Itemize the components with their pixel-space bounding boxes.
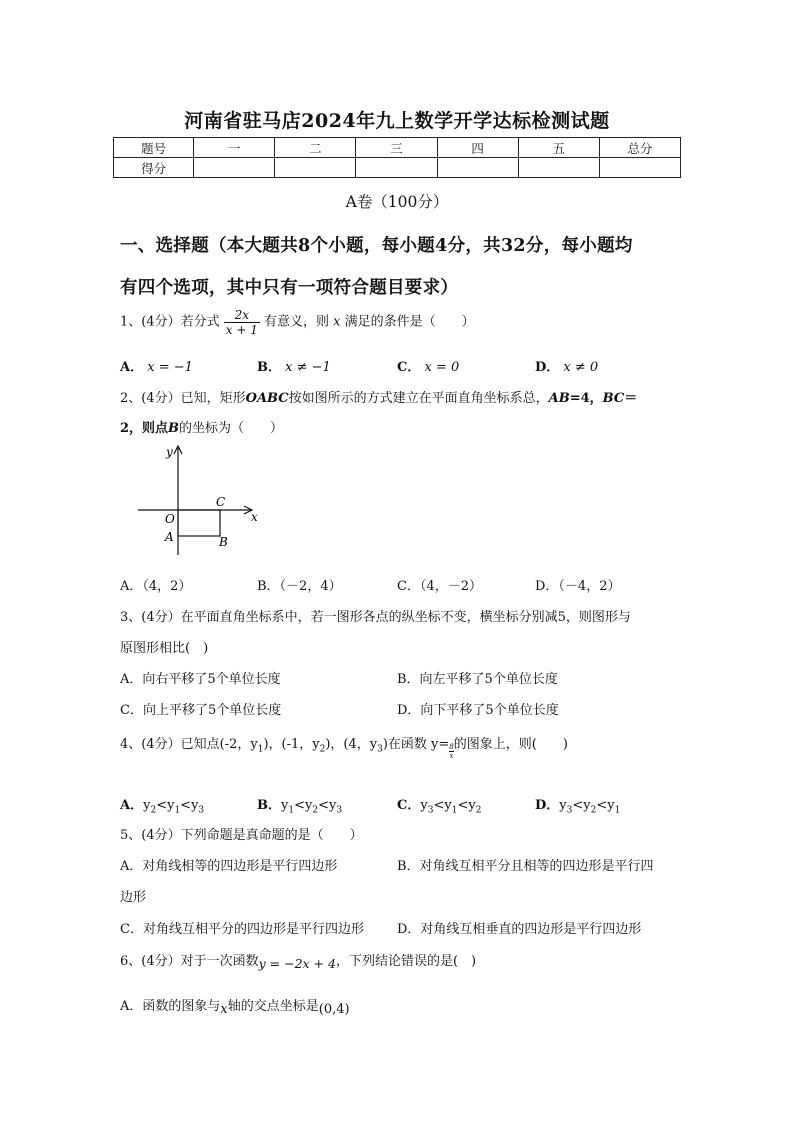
q4-option-c[interactable] [397, 794, 481, 816]
score-header-cell: 五 [518, 138, 599, 158]
option-sub: 2 [312, 805, 319, 816]
q2-rect-name: OABC [245, 391, 289, 406]
option-text: x ≠ −1 [285, 360, 331, 375]
option-text: y [281, 798, 289, 813]
q2-text: =4， [569, 391, 603, 406]
score-header-cell: 四 [437, 138, 518, 158]
q2-option-a[interactable]: A．（4，2） [120, 579, 192, 594]
q4-sub: 2 [319, 744, 326, 755]
q2-point-b: B [168, 421, 180, 436]
option-sub: 3 [336, 805, 343, 816]
option-text: x = −1 [147, 360, 193, 375]
option-var: x [220, 1002, 228, 1017]
score-header-cell: 三 [356, 138, 437, 158]
q2-option-d[interactable]: D．（－4，2） [535, 579, 621, 594]
score-header-cell: 二 [275, 138, 356, 158]
document-title: 河南省驻马店2024年九上数学开学达标检测试题 [184, 110, 610, 132]
score-cell[interactable] [599, 158, 680, 178]
q2-ab: AB [548, 391, 570, 406]
option-text: y [559, 798, 567, 813]
option-text: <y [572, 798, 591, 813]
q5-option-d[interactable]: D．对角线互相垂直的四边形是平行四边形 [397, 922, 642, 937]
score-table [113, 137, 681, 178]
q1-option-a[interactable] [120, 356, 193, 375]
question-6-stem [120, 950, 476, 969]
q4-sub: 1 [257, 744, 264, 755]
q4-sub: 3 [377, 744, 383, 755]
question-3-stem-line1: 3、(4分）在平面直角坐标系中，若一图形各点的纵坐标不变，横坐标分别减5，则图形与 [120, 610, 631, 625]
option-text: <y [318, 798, 337, 813]
q6-function: y = −2x + 4 [258, 956, 336, 971]
q2-text: 2、(4分）已知，矩形 [120, 391, 246, 406]
q6-option-a[interactable] [120, 995, 350, 1017]
option-text: <y [156, 798, 175, 813]
score-cell[interactable] [437, 158, 518, 178]
q2-option-b[interactable]: B．（－2，4） [257, 579, 342, 594]
option-sub: 2 [475, 805, 482, 816]
label-a: A [165, 530, 174, 544]
q3-option-c[interactable]: C．向上平移了5个单位长度 [120, 703, 282, 718]
option-sub: 2 [150, 805, 157, 816]
option-sub: 3 [198, 805, 205, 816]
score-cell[interactable] [275, 158, 356, 178]
q1-option-c[interactable] [397, 356, 459, 375]
option-text: <y [180, 798, 199, 813]
q3-option-b[interactable]: B．向左平移了5个单位长度 [397, 672, 558, 687]
score-header-cell: 总分 [599, 138, 680, 158]
q2-coordinate-figure [130, 440, 270, 565]
option-label: B． [257, 798, 281, 813]
option-label: C． [397, 798, 421, 813]
q4-option-b[interactable] [257, 794, 342, 816]
option-label: C． [397, 360, 421, 375]
score-cell[interactable] [356, 158, 437, 178]
option-sub: 3 [566, 805, 573, 816]
option-label: B． [257, 360, 281, 375]
part1-heading-line1: 一、选择题（本大题共8个小题，每小题4分，共32分，每小题均 [120, 236, 633, 256]
q2-option-c[interactable]: C．（4，－2） [397, 579, 482, 594]
q1-fraction [224, 308, 260, 337]
q2-bc: BC [602, 391, 625, 406]
q1-frac-den: x + 1 [225, 323, 258, 337]
q1-prefix: 1、(4分）若分式 [120, 314, 220, 330]
question-5-stem: 5、(4分）下列命题是真命题的是（ ） [120, 828, 363, 843]
option-sub: 1 [451, 805, 458, 816]
section-a-heading: A卷（100分） [345, 193, 449, 211]
q6-text: 6、(4分）对于一次函数 [120, 954, 259, 969]
option-label: A． [120, 360, 144, 375]
option-point: (0,4) [318, 1002, 350, 1017]
q3-option-d[interactable]: D．向下平移了5个单位长度 [397, 703, 559, 718]
question-3-stem-line2: 原图形相比( ) [120, 641, 209, 656]
q1-frac-num: 2x [224, 308, 260, 323]
q5-option-b[interactable]: B．对角线互相平分且相等的四边形是平行四 [397, 859, 654, 874]
q5-option-a[interactable]: A．对角线相等的四边形是平行四边形 [120, 859, 338, 874]
q4-text: 4、(4分）已知点(-2，y [120, 737, 258, 752]
q4-frac-num: 8 [449, 743, 454, 751]
option-text: y [143, 798, 151, 813]
option-text: 轴的交点坐标是 [227, 999, 319, 1014]
option-label: D． [535, 798, 560, 813]
option-sub: 1 [288, 805, 295, 816]
question-4-stem [120, 733, 568, 760]
score-header-cell: 题号 [114, 138, 194, 158]
q6-text: ，下列结论错误的是( ) [335, 954, 477, 969]
q1-option-b[interactable] [257, 356, 331, 375]
q4-text: )，(4，y [325, 737, 378, 752]
q1-suffix: 满足的条件是（ ） [344, 314, 475, 330]
q5-option-b-continued: 边形 [120, 890, 147, 905]
rectangle-oabc [178, 510, 220, 536]
option-sub: 3 [427, 805, 434, 816]
option-sub: 1 [174, 805, 181, 816]
label-c: C [216, 495, 226, 509]
option-text: <y [596, 798, 615, 813]
q4-text: 的图象上，则( ) [453, 737, 568, 752]
score-table-header-row [114, 138, 681, 158]
option-label: D． [535, 360, 560, 375]
part1-heading-line2: 有四个选项，其中只有一项符合题目要求） [120, 278, 459, 298]
option-text: A．函数的图象与 [120, 999, 221, 1014]
question-1-stem [120, 308, 475, 337]
q4-option-d[interactable] [535, 794, 620, 816]
option-text: x = 0 [424, 360, 460, 375]
score-cell[interactable] [518, 158, 599, 178]
option-text: x ≠ 0 [563, 360, 599, 375]
q1-mid: 有意义，则 [264, 314, 330, 330]
q4-option-a[interactable] [120, 794, 204, 816]
q4-text: )在函数 y= [382, 737, 450, 752]
score-header-cell: 一 [194, 138, 275, 158]
option-text: <y [433, 798, 452, 813]
option-sub: 2 [590, 805, 597, 816]
score-table-score-row [114, 158, 681, 178]
q1-var: x [333, 314, 341, 330]
label-b: B [219, 535, 228, 549]
q5-option-c[interactable]: C．对角线互相平分的四边形是平行四边形 [120, 922, 364, 937]
q2-text: 按如图所示的方式建立在平面直角坐标系总， [288, 391, 549, 406]
option-text: y [420, 798, 428, 813]
question-2-stem-line1 [120, 387, 637, 406]
option-text: <y [294, 798, 313, 813]
q2-text: ＝ [624, 391, 638, 406]
label-o: O [165, 512, 175, 526]
q4-frac-den: x [449, 752, 454, 760]
option-label: A． [120, 798, 144, 813]
label-y: y [166, 445, 173, 459]
score-row-label: 得分 [114, 158, 194, 178]
q1-option-d[interactable] [535, 356, 598, 375]
question-2-stem-line2 [120, 417, 283, 436]
q3-option-a[interactable]: A．向右平移了5个单位长度 [120, 672, 281, 687]
option-sub: 1 [614, 805, 621, 816]
q2-text: 的坐标为（ ） [179, 421, 284, 436]
label-x: x [251, 510, 258, 524]
q2-text: 2，则点 [120, 421, 169, 436]
option-text: <y [457, 798, 476, 813]
q4-text: )，(-1，y [263, 737, 320, 752]
score-cell[interactable] [194, 158, 275, 178]
